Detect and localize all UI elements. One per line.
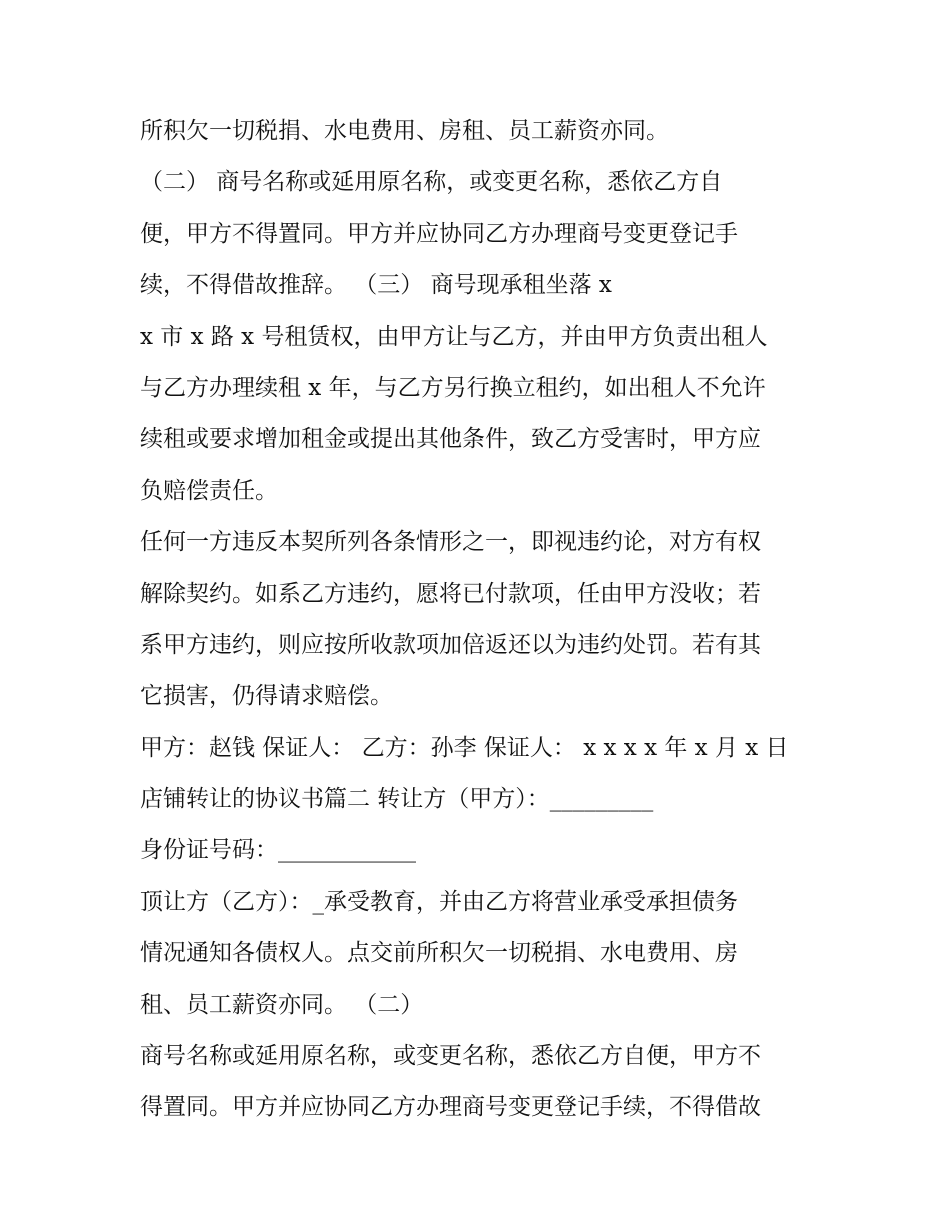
text-line: 便，甲方不得置同。甲方并应协同乙方办理商号变更登记手 <box>140 220 738 247</box>
text-line: 情况通知各债权人。点交前所积欠一切税捐、水电费用、房 <box>140 940 738 967</box>
signature-line: 甲方：赵钱 保证人： 乙方：孙李 保证人： x x x x 年 x 月 x 日 <box>140 734 789 761</box>
text-line: 店铺转让的协议书篇二 转让方（甲方）：_________ <box>140 786 654 813</box>
text-line: 租、员工薪资亦同。 （二） <box>140 991 424 1018</box>
text-line: 它损害，仍得请求赔偿。 <box>140 683 393 710</box>
text-line: 所积欠一切税捐、水电费用、房租、员工薪资亦同。 <box>140 118 669 144</box>
text-line: 得置同。甲方并应协同乙方办理商号变更登记手续，不得借故 <box>140 1094 761 1121</box>
text-line: 系甲方违约，则应按所收款项加倍返还以为违约处罚。若有其 <box>140 631 761 658</box>
text-line: （二） 商号名称或延用原名称，或变更名称，悉依乙方自 <box>140 169 723 196</box>
text-line: 任何一方违反本契所列各条情形之一，即视违约论，对方有权 <box>140 529 761 556</box>
document-body <box>140 106 820 1134</box>
text-line: x 市 x 路 x 号租赁权，由甲方让与乙方，并由甲方负责出租人 <box>140 323 768 350</box>
text-line: 负赔偿责任。 <box>140 477 278 504</box>
text-line: 商号名称或延用原名称，或变更名称，悉依乙方自便，甲方不 <box>140 1043 761 1070</box>
text-line: 身份证号码：____________ <box>140 837 416 864</box>
text-line: 与乙方办理续租 x 年，与乙方另行换立租约，如出租人不允许 <box>140 374 766 401</box>
text-line: 续租或要求增加租金或提出其他条件，致乙方受害时，甲方应 <box>140 426 761 453</box>
text-line: 解除契约。如系乙方违约，愿将已付款项，任由甲方没收；若 <box>140 580 761 607</box>
text-line: 续，不得借故推辞。 （三） 商号现承租坐落 x <box>140 272 612 299</box>
text-line: 顶让方（乙方）：_承受教育，并由乙方将营业承受承担债务 <box>140 888 738 915</box>
